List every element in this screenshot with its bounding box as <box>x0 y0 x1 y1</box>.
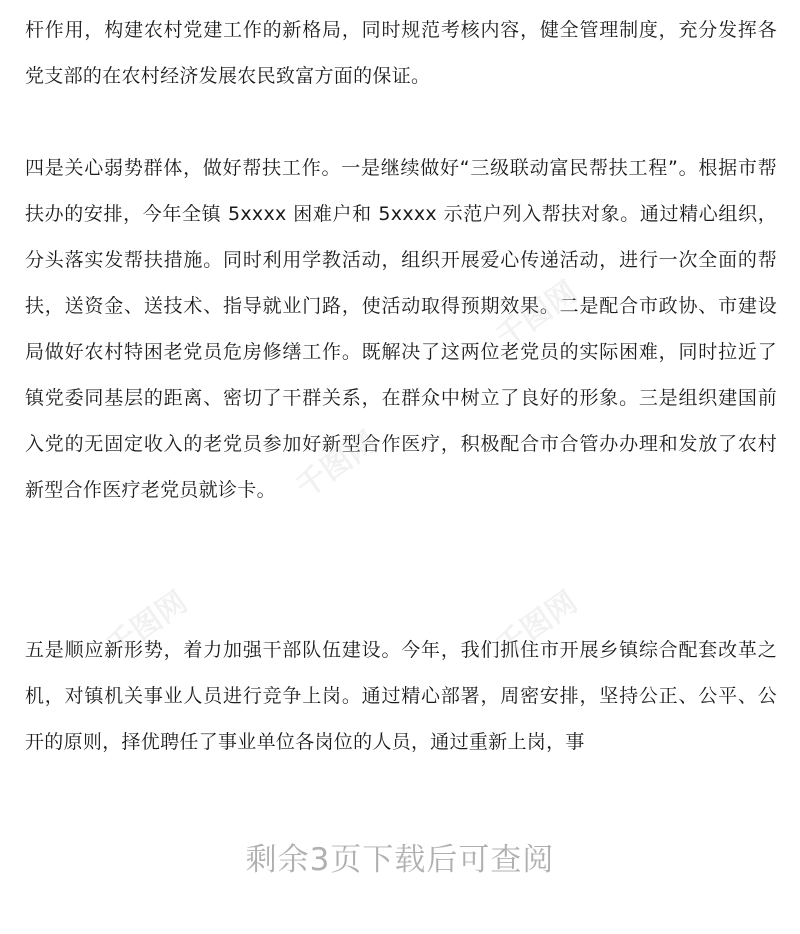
paragraph-2: 四是关心弱势群体，做好帮扶工作。一是继续做好“三级联动富民帮扶工程”。根据市帮扶办的安排，今年全镇 5xxxx 困难户和 5xxxx 示范户列入帮扶对象。通过精心组织，分头落实发帮扶措施。同时利用学教活动，组织开展爱心传递活动，进行一次全面的帮扶，送资金、送技术、指导就业门路，使活动取得预期效果。二是配合市政协、市建设局做好农村特困老党员危房修缮工作。既解决了这两位老党员的实际困难，同时拉近了镇党委同基层的距离、密切了干群关系，在群众中树立了良好的形象。三是组织建国前入党的无固定收入的老党员参加好新型合作医疗，积极配合市合管办办理和发放了农村新型合作医疗老党员就诊卡。 <box>25 157 777 501</box>
watermark-logo: 千图网 <box>290 424 384 506</box>
download-to-view-link[interactable]: 下载后可查阅 <box>362 842 555 878</box>
download-prompt-bar[interactable] <box>0 830 800 890</box>
watermark-logo: 千图网 <box>490 584 584 666</box>
watermark-logo: 千图网 <box>100 584 194 666</box>
paragraph-3: 五是顺应新形势，着力加强干部队伍建设。今年，我们抓住市开展乡镇综合配套改革之机，对镇机关事业人员进行竞争上岗。通过精心部署，周密安排，坚持公正、公平、公开的原则，择优聘任了事业单位各岗位的人员，通过重新上岗，事 <box>25 639 777 753</box>
watermark-logo: 千图网 <box>490 274 584 356</box>
paragraph-1: 杆作用，构建农村党建工作的新格局，同时规范考核内容，健全管理制度，充分发挥各党支部的在农村经济发展农民致富方面的保证。 <box>25 19 777 87</box>
remaining-pages-label[interactable]: 剩余3页 <box>245 842 363 878</box>
